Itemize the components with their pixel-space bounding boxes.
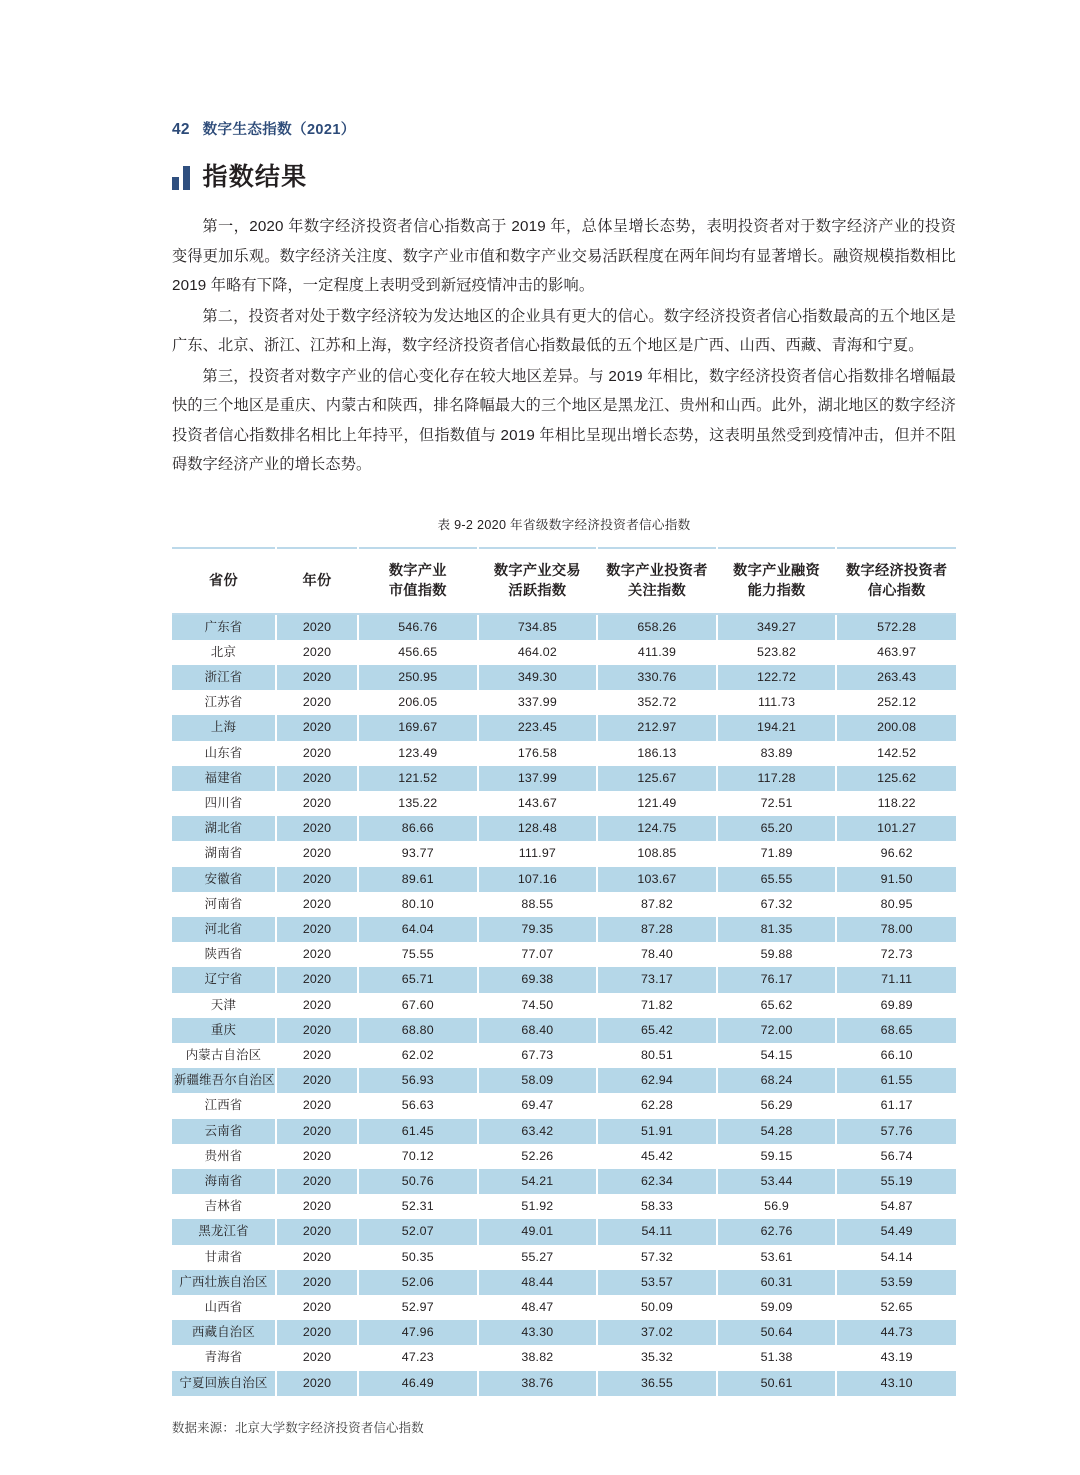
cell-value-2: 70.12 bbox=[358, 1144, 478, 1169]
body-text bbox=[172, 212, 956, 480]
cell-value-3: 48.47 bbox=[478, 1295, 598, 1320]
cell-value-2: 64.04 bbox=[358, 917, 478, 942]
cell-value-5: 53.44 bbox=[717, 1169, 837, 1194]
cell-value-5: 65.62 bbox=[717, 993, 837, 1018]
cell-province: 福建省 bbox=[172, 766, 276, 791]
cell-province: 河北省 bbox=[172, 917, 276, 942]
cell-value-3: 38.76 bbox=[478, 1371, 598, 1396]
cell-year: 2020 bbox=[276, 1320, 358, 1345]
cell-value-5: 523.82 bbox=[717, 640, 837, 665]
cell-value-4: 87.28 bbox=[597, 917, 717, 942]
cell-value-3: 734.85 bbox=[478, 614, 598, 640]
cell-province: 广东省 bbox=[172, 614, 276, 640]
table-row bbox=[172, 1345, 956, 1370]
paragraph-2: 第二，投资者对处于数字经济较为发达地区的企业具有更大的信心。数字经济投资者信心指数最高的五个地区是广东、北京、浙江、江苏和上海，数字经济投资者信心指数最低的五个地区是广西、山西、西藏、青海和宁夏。 bbox=[172, 307, 956, 354]
cell-value-6: 61.55 bbox=[836, 1068, 956, 1093]
table-row bbox=[172, 816, 956, 841]
cell-province: 安徽省 bbox=[172, 867, 276, 892]
cell-value-5: 67.32 bbox=[717, 892, 837, 917]
table-row bbox=[172, 1245, 956, 1270]
column-header-line-2: 能力指数 bbox=[747, 582, 806, 599]
cell-year: 2020 bbox=[276, 1270, 358, 1295]
cell-value-6: 52.65 bbox=[836, 1295, 956, 1320]
cell-value-6: 101.27 bbox=[836, 816, 956, 841]
cell-province: 上海 bbox=[172, 715, 276, 740]
cell-year: 2020 bbox=[276, 816, 358, 841]
book-title: 数字生态指数（2021） bbox=[202, 122, 356, 138]
cell-province: 河南省 bbox=[172, 892, 276, 917]
cell-value-3: 55.27 bbox=[478, 1245, 598, 1270]
cell-value-6: 72.73 bbox=[836, 942, 956, 967]
cell-value-2: 56.63 bbox=[358, 1093, 478, 1118]
cell-province: 重庆 bbox=[172, 1018, 276, 1043]
cell-value-3: 48.44 bbox=[478, 1270, 598, 1295]
bar-chart-mark-icon bbox=[172, 166, 190, 190]
cell-value-4: 71.82 bbox=[597, 993, 717, 1018]
cell-value-6: 68.65 bbox=[836, 1018, 956, 1043]
cell-year: 2020 bbox=[276, 1093, 358, 1118]
cell-value-6: 43.19 bbox=[836, 1345, 956, 1370]
cell-value-6: 96.62 bbox=[836, 841, 956, 866]
cell-province: 陕西省 bbox=[172, 942, 276, 967]
cell-value-5: 59.09 bbox=[717, 1295, 837, 1320]
cell-year: 2020 bbox=[276, 665, 358, 690]
cell-value-2: 65.71 bbox=[358, 967, 478, 992]
cell-value-4: 53.57 bbox=[597, 1270, 717, 1295]
cell-value-2: 61.45 bbox=[358, 1119, 478, 1144]
cell-province: 四川省 bbox=[172, 791, 276, 816]
cell-value-3: 88.55 bbox=[478, 892, 598, 917]
cell-value-3: 58.09 bbox=[478, 1068, 598, 1093]
table-source-note: 数据来源：北京大学数字经济投资者信心指数 bbox=[172, 1420, 424, 1435]
cell-year: 2020 bbox=[276, 917, 358, 942]
cell-value-4: 125.67 bbox=[597, 766, 717, 791]
cell-value-2: 62.02 bbox=[358, 1043, 478, 1068]
column-header-line-1: 数字产业融资 bbox=[733, 562, 821, 579]
cell-province: 湖北省 bbox=[172, 816, 276, 841]
cell-value-2: 206.05 bbox=[358, 690, 478, 715]
cell-value-4: 51.91 bbox=[597, 1119, 717, 1144]
cell-value-3: 54.21 bbox=[478, 1169, 598, 1194]
table-row bbox=[172, 892, 956, 917]
cell-value-4: 103.67 bbox=[597, 867, 717, 892]
column-header-6 bbox=[717, 548, 837, 614]
cell-value-2: 50.76 bbox=[358, 1169, 478, 1194]
cell-value-5: 111.73 bbox=[717, 690, 837, 715]
table-row bbox=[172, 1169, 956, 1194]
cell-value-5: 62.76 bbox=[717, 1219, 837, 1244]
cell-value-4: 411.39 bbox=[597, 640, 717, 665]
table-row bbox=[172, 1371, 956, 1396]
cell-value-4: 73.17 bbox=[597, 967, 717, 992]
table-row bbox=[172, 665, 956, 690]
investor-confidence-table bbox=[172, 547, 956, 1396]
cell-year: 2020 bbox=[276, 841, 358, 866]
cell-value-3: 51.92 bbox=[478, 1194, 598, 1219]
cell-value-2: 52.31 bbox=[358, 1194, 478, 1219]
cell-value-2: 46.49 bbox=[358, 1371, 478, 1396]
cell-year: 2020 bbox=[276, 967, 358, 992]
cell-value-5: 194.21 bbox=[717, 715, 837, 740]
cell-value-2: 123.49 bbox=[358, 741, 478, 766]
cell-value-2: 52.97 bbox=[358, 1295, 478, 1320]
column-header-line-2: 活跃指数 bbox=[508, 582, 567, 599]
cell-value-5: 83.89 bbox=[717, 741, 837, 766]
cell-value-5: 54.15 bbox=[717, 1043, 837, 1068]
cell-value-4: 62.28 bbox=[597, 1093, 717, 1118]
cell-value-3: 63.42 bbox=[478, 1119, 598, 1144]
cell-value-5: 56.9 bbox=[717, 1194, 837, 1219]
table-caption: 表 9-2 2020 年省级数字经济投资者信心指数 bbox=[437, 517, 691, 532]
table-row bbox=[172, 741, 956, 766]
cell-value-5: 54.28 bbox=[717, 1119, 837, 1144]
cell-value-5: 122.72 bbox=[717, 665, 837, 690]
cell-value-2: 456.65 bbox=[358, 640, 478, 665]
cell-value-4: 330.76 bbox=[597, 665, 717, 690]
cell-value-6: 54.49 bbox=[836, 1219, 956, 1244]
cell-value-2: 52.06 bbox=[358, 1270, 478, 1295]
table-row bbox=[172, 1119, 956, 1144]
cell-value-2: 86.66 bbox=[358, 816, 478, 841]
table-row bbox=[172, 917, 956, 942]
cell-value-4: 121.49 bbox=[597, 791, 717, 816]
cell-value-4: 62.34 bbox=[597, 1169, 717, 1194]
cell-province: 内蒙古自治区 bbox=[172, 1043, 276, 1068]
column-header-line-2: 信心指数 bbox=[867, 582, 926, 599]
cell-value-4: 35.32 bbox=[597, 1345, 717, 1370]
cell-value-6: 53.59 bbox=[836, 1270, 956, 1295]
cell-value-4: 45.42 bbox=[597, 1144, 717, 1169]
cell-value-5: 60.31 bbox=[717, 1270, 837, 1295]
cell-value-3: 74.50 bbox=[478, 993, 598, 1018]
cell-value-5: 56.29 bbox=[717, 1093, 837, 1118]
cell-value-3: 107.16 bbox=[478, 867, 598, 892]
cell-value-6: 200.08 bbox=[836, 715, 956, 740]
cell-value-4: 352.72 bbox=[597, 690, 717, 715]
cell-value-4: 58.33 bbox=[597, 1194, 717, 1219]
cell-value-3: 176.58 bbox=[478, 741, 598, 766]
running-head bbox=[172, 118, 956, 139]
cell-year: 2020 bbox=[276, 640, 358, 665]
cell-value-3: 52.26 bbox=[478, 1144, 598, 1169]
cell-value-4: 36.55 bbox=[597, 1371, 717, 1396]
cell-year: 2020 bbox=[276, 715, 358, 740]
cell-value-5: 72.51 bbox=[717, 791, 837, 816]
cell-value-4: 37.02 bbox=[597, 1320, 717, 1345]
cell-year: 2020 bbox=[276, 741, 358, 766]
cell-value-5: 59.15 bbox=[717, 1144, 837, 1169]
table-row bbox=[172, 690, 956, 715]
cell-value-6: 69.89 bbox=[836, 993, 956, 1018]
cell-value-2: 80.10 bbox=[358, 892, 478, 917]
cell-value-6: 54.14 bbox=[836, 1245, 956, 1270]
cell-value-4: 108.85 bbox=[597, 841, 717, 866]
column-header-1 bbox=[172, 548, 276, 614]
cell-value-4: 78.40 bbox=[597, 942, 717, 967]
table-row bbox=[172, 640, 956, 665]
cell-value-5: 68.24 bbox=[717, 1068, 837, 1093]
table-row bbox=[172, 614, 956, 640]
cell-value-5: 76.17 bbox=[717, 967, 837, 992]
column-header-line-2: 关注指数 bbox=[628, 582, 686, 599]
table-row bbox=[172, 993, 956, 1018]
cell-value-2: 47.23 bbox=[358, 1345, 478, 1370]
table-row bbox=[172, 1068, 956, 1093]
cell-value-2: 121.52 bbox=[358, 766, 478, 791]
cell-province: 浙江省 bbox=[172, 665, 276, 690]
table-header-row bbox=[172, 548, 956, 614]
cell-value-5: 51.38 bbox=[717, 1345, 837, 1370]
cell-value-5: 59.88 bbox=[717, 942, 837, 967]
paragraph-3: 第三，投资者对数字产业的信心变化存在较大地区差异。与 2019 年相比，数字经济投资者信心指数排名增幅最快的三个地区是重庆、内蒙古和陕西，排名降幅最大的三个地区是黑龙江、贵州和山西。此外，湖北地区的数字经济投资者信心指数排名相比上年持平，但指数值与 2019 年相比呈现出增长态势，这表明虽然受到疫情冲击，但并不阻碍数字经济产业的增长态势。 bbox=[172, 367, 956, 473]
cell-value-6: 71.11 bbox=[836, 967, 956, 992]
cell-year: 2020 bbox=[276, 1119, 358, 1144]
cell-value-3: 69.38 bbox=[478, 967, 598, 992]
cell-value-3: 128.48 bbox=[478, 816, 598, 841]
column-header-4 bbox=[478, 548, 598, 614]
cell-year: 2020 bbox=[276, 614, 358, 640]
column-header-line-2: 市值指数 bbox=[388, 582, 447, 599]
cell-value-2: 56.93 bbox=[358, 1068, 478, 1093]
cell-value-3: 67.73 bbox=[478, 1043, 598, 1068]
cell-year: 2020 bbox=[276, 1043, 358, 1068]
table-row bbox=[172, 867, 956, 892]
cell-value-3: 464.02 bbox=[478, 640, 598, 665]
cell-value-6: 55.19 bbox=[836, 1169, 956, 1194]
cell-value-4: 62.94 bbox=[597, 1068, 717, 1093]
table-row bbox=[172, 1320, 956, 1345]
cell-province: 青海省 bbox=[172, 1345, 276, 1370]
cell-province: 吉林省 bbox=[172, 1194, 276, 1219]
cell-value-3: 137.99 bbox=[478, 766, 598, 791]
cell-year: 2020 bbox=[276, 1169, 358, 1194]
cell-value-2: 546.76 bbox=[358, 614, 478, 640]
column-header-line-1: 省份 bbox=[209, 572, 238, 589]
cell-value-6: 252.12 bbox=[836, 690, 956, 715]
table-row bbox=[172, 1295, 956, 1320]
cell-value-5: 50.64 bbox=[717, 1320, 837, 1345]
column-header-3 bbox=[358, 548, 478, 614]
table-body bbox=[172, 614, 956, 1396]
cell-year: 2020 bbox=[276, 1018, 358, 1043]
cell-value-6: 61.17 bbox=[836, 1093, 956, 1118]
cell-value-5: 50.61 bbox=[717, 1371, 837, 1396]
table-row bbox=[172, 791, 956, 816]
cell-value-6: 54.87 bbox=[836, 1194, 956, 1219]
cell-value-4: 124.75 bbox=[597, 816, 717, 841]
cell-province: 辽宁省 bbox=[172, 967, 276, 992]
cell-value-6: 118.22 bbox=[836, 791, 956, 816]
cell-year: 2020 bbox=[276, 942, 358, 967]
cell-value-3: 68.40 bbox=[478, 1018, 598, 1043]
cell-province: 江西省 bbox=[172, 1093, 276, 1118]
cell-province: 湖南省 bbox=[172, 841, 276, 866]
cell-province: 天津 bbox=[172, 993, 276, 1018]
cell-value-3: 223.45 bbox=[478, 715, 598, 740]
table-row bbox=[172, 1144, 956, 1169]
column-header-line-1: 数字产业交易 bbox=[493, 562, 581, 579]
cell-value-6: 125.62 bbox=[836, 766, 956, 791]
cell-year: 2020 bbox=[276, 1144, 358, 1169]
table-row bbox=[172, 841, 956, 866]
table-row bbox=[172, 1194, 956, 1219]
cell-value-2: 67.60 bbox=[358, 993, 478, 1018]
cell-province: 北京 bbox=[172, 640, 276, 665]
cell-year: 2020 bbox=[276, 1371, 358, 1396]
cell-value-2: 250.95 bbox=[358, 665, 478, 690]
cell-value-4: 87.82 bbox=[597, 892, 717, 917]
cell-year: 2020 bbox=[276, 1295, 358, 1320]
cell-value-3: 77.07 bbox=[478, 942, 598, 967]
cell-value-2: 47.96 bbox=[358, 1320, 478, 1345]
cell-value-4: 186.13 bbox=[597, 741, 717, 766]
cell-value-5: 65.20 bbox=[717, 816, 837, 841]
cell-province: 甘肃省 bbox=[172, 1245, 276, 1270]
table-row bbox=[172, 967, 956, 992]
cell-value-3: 143.67 bbox=[478, 791, 598, 816]
table-row bbox=[172, 942, 956, 967]
table-row bbox=[172, 715, 956, 740]
cell-province: 黑龙江省 bbox=[172, 1219, 276, 1244]
cell-year: 2020 bbox=[276, 892, 358, 917]
column-header-5 bbox=[597, 548, 717, 614]
cell-value-2: 93.77 bbox=[358, 841, 478, 866]
table-row bbox=[172, 1093, 956, 1118]
cell-value-3: 111.97 bbox=[478, 841, 598, 866]
cell-value-3: 49.01 bbox=[478, 1219, 598, 1244]
cell-value-2: 52.07 bbox=[358, 1219, 478, 1244]
table-header bbox=[172, 548, 956, 614]
cell-value-6: 43.10 bbox=[836, 1371, 956, 1396]
cell-value-6: 91.50 bbox=[836, 867, 956, 892]
column-header-line-1: 数字产业 bbox=[388, 562, 447, 579]
cell-value-2: 50.35 bbox=[358, 1245, 478, 1270]
cell-value-6: 463.97 bbox=[836, 640, 956, 665]
cell-year: 2020 bbox=[276, 1345, 358, 1370]
cell-province: 海南省 bbox=[172, 1169, 276, 1194]
cell-value-4: 80.51 bbox=[597, 1043, 717, 1068]
cell-year: 2020 bbox=[276, 867, 358, 892]
table-row bbox=[172, 1018, 956, 1043]
cell-year: 2020 bbox=[276, 791, 358, 816]
cell-year: 2020 bbox=[276, 1245, 358, 1270]
cell-value-2: 75.55 bbox=[358, 942, 478, 967]
column-header-2 bbox=[276, 548, 358, 614]
cell-year: 2020 bbox=[276, 1219, 358, 1244]
column-header-line-1: 年份 bbox=[302, 572, 332, 589]
cell-value-3: 349.30 bbox=[478, 665, 598, 690]
cell-province: 江苏省 bbox=[172, 690, 276, 715]
column-header-line-1: 数字产业投资者 bbox=[606, 562, 708, 579]
cell-value-2: 68.80 bbox=[358, 1018, 478, 1043]
cell-year: 2020 bbox=[276, 1194, 358, 1219]
cell-value-5: 349.27 bbox=[717, 614, 837, 640]
paragraph-1: 第一，2020 年数字经济投资者信心指数高于 2019 年，总体呈增长态势，表明投资者对于数字经济产业的投资变得更加乐观。数字经济关注度、数字产业市值和数字产业交易活跃程度在两年间均有显著增长。融资规模指数相比 2019 年略有下降，一定程度上表明受到新冠疫情冲击的影响。 bbox=[172, 218, 956, 294]
cell-value-4: 212.97 bbox=[597, 715, 717, 740]
cell-province: 云南省 bbox=[172, 1119, 276, 1144]
cell-value-6: 78.00 bbox=[836, 917, 956, 942]
cell-year: 2020 bbox=[276, 993, 358, 1018]
table-row bbox=[172, 1043, 956, 1068]
table-row bbox=[172, 766, 956, 791]
cell-value-4: 658.26 bbox=[597, 614, 717, 640]
cell-province: 山西省 bbox=[172, 1295, 276, 1320]
section-heading bbox=[172, 165, 956, 190]
cell-value-4: 57.32 bbox=[597, 1245, 717, 1270]
table-row bbox=[172, 1219, 956, 1244]
cell-province: 新疆维吾尔自治区 bbox=[172, 1068, 276, 1093]
cell-value-6: 57.76 bbox=[836, 1119, 956, 1144]
cell-province: 广西壮族自治区 bbox=[172, 1270, 276, 1295]
cell-value-4: 54.11 bbox=[597, 1219, 717, 1244]
section-title: 指数结果 bbox=[202, 163, 308, 191]
cell-value-6: 263.43 bbox=[836, 665, 956, 690]
cell-value-3: 79.35 bbox=[478, 917, 598, 942]
cell-value-5: 117.28 bbox=[717, 766, 837, 791]
table-row bbox=[172, 1270, 956, 1295]
cell-value-5: 81.35 bbox=[717, 917, 837, 942]
column-header-7 bbox=[836, 548, 956, 614]
cell-value-4: 65.42 bbox=[597, 1018, 717, 1043]
cell-value-6: 56.74 bbox=[836, 1144, 956, 1169]
cell-value-2: 169.67 bbox=[358, 715, 478, 740]
cell-year: 2020 bbox=[276, 690, 358, 715]
column-header-line-1: 数字经济投资者 bbox=[845, 562, 948, 579]
cell-year: 2020 bbox=[276, 766, 358, 791]
cell-value-2: 89.61 bbox=[358, 867, 478, 892]
cell-value-6: 142.52 bbox=[836, 741, 956, 766]
cell-province: 山东省 bbox=[172, 741, 276, 766]
cell-province: 贵州省 bbox=[172, 1144, 276, 1169]
cell-value-4: 50.09 bbox=[597, 1295, 717, 1320]
cell-value-6: 44.73 bbox=[836, 1320, 956, 1345]
cell-value-6: 66.10 bbox=[836, 1043, 956, 1068]
cell-year: 2020 bbox=[276, 1068, 358, 1093]
cell-value-5: 53.61 bbox=[717, 1245, 837, 1270]
cell-value-6: 80.95 bbox=[836, 892, 956, 917]
cell-value-3: 337.99 bbox=[478, 690, 598, 715]
cell-province: 西藏自治区 bbox=[172, 1320, 276, 1345]
cell-value-5: 65.55 bbox=[717, 867, 837, 892]
cell-value-5: 71.89 bbox=[717, 841, 837, 866]
page-number: 42 bbox=[172, 121, 190, 138]
cell-value-2: 135.22 bbox=[358, 791, 478, 816]
cell-value-3: 69.47 bbox=[478, 1093, 598, 1118]
cell-province: 宁夏回族自治区 bbox=[172, 1371, 276, 1396]
cell-value-5: 72.00 bbox=[717, 1018, 837, 1043]
cell-value-3: 43.30 bbox=[478, 1320, 598, 1345]
cell-value-3: 38.82 bbox=[478, 1345, 598, 1370]
cell-value-6: 572.28 bbox=[836, 614, 956, 640]
